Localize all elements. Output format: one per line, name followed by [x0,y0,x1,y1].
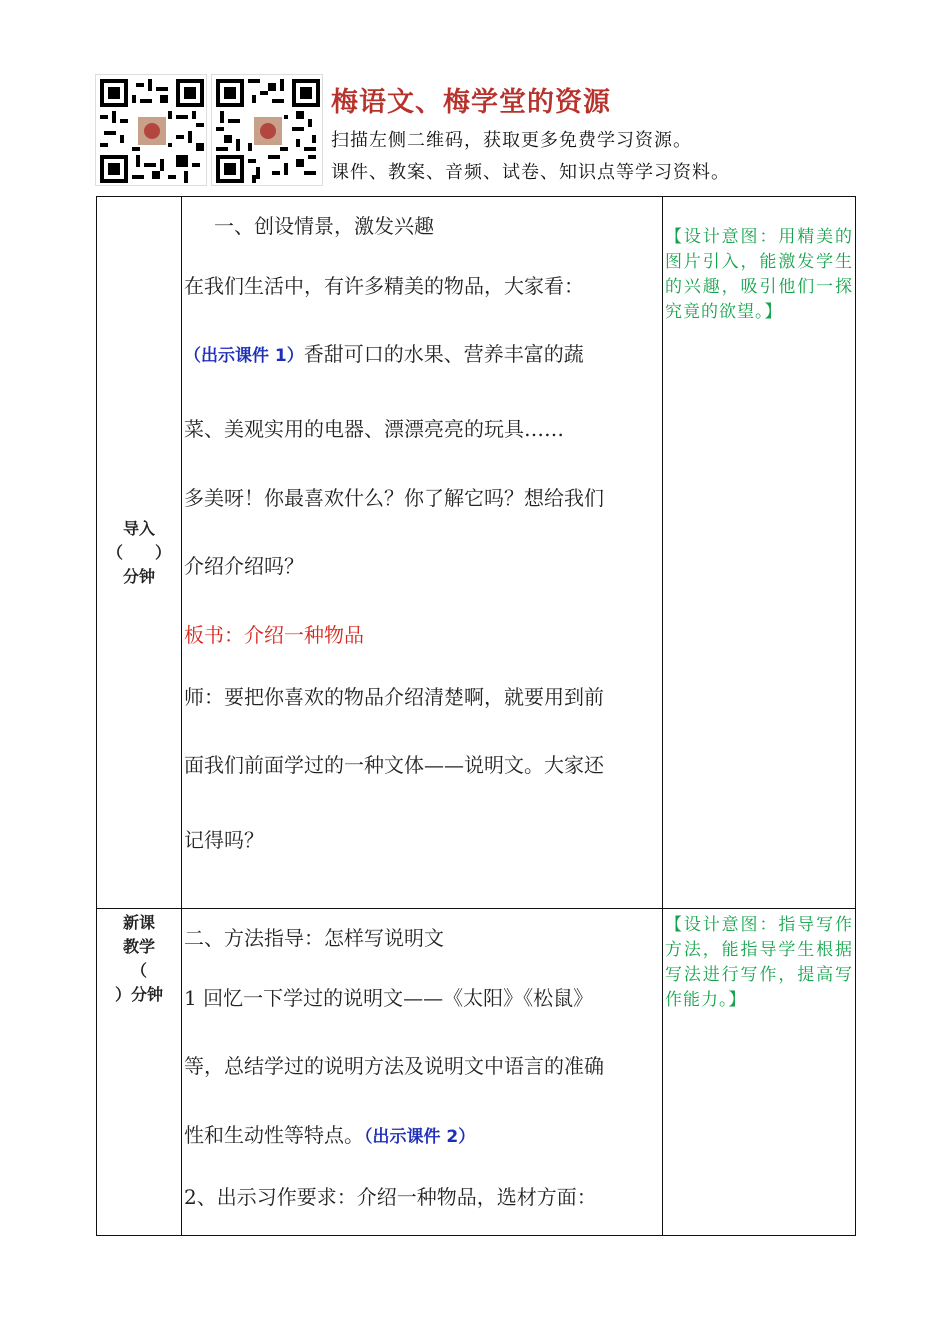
paragraph-line [184,317,660,392]
stage-label: ）分钟 [114,985,163,1004]
section-heading: 一、创设情景，激发兴趣 [214,214,434,238]
paragraph-line: 记得吗？ [184,828,264,852]
qr-code-left[interactable] [95,74,207,186]
brand-tagline-1: 扫描左侧二维码，获取更多免费学习资源。 [331,130,692,151]
design-intent-note: 【设计意图：用精美的图片引入，能激发学生的兴趣，吸引他们一探究竟的欲望。】 [663,197,856,909]
paragraph-line: 在我们生活中，有许多精美的物品，大家看： [184,274,584,298]
courseware-ref: （出示课件 2） [364,1127,476,1147]
stage-cell-new-lesson [97,909,182,1236]
design-intent-note: 【设计意图：指导写作方法，能指导学生根据写法进行写作，提高写作能力。】 [663,909,856,1236]
paragraph-line: 多美呀！你最喜欢什么？你了解它吗？想给我们 [184,486,604,510]
stage-label: 教学 [122,937,155,956]
qr-code-right[interactable] [211,74,323,186]
page-header [95,74,855,190]
section-heading: 二、方法指导：怎样写说明文 [184,926,444,950]
paragraph-line: 介绍介绍吗？ [184,554,304,578]
qr-logo-icon [136,115,168,147]
paragraph-line: 师：要把你喜欢的物品介绍清楚啊，就要用到前 [184,685,604,709]
courseware-ref: （出示课件 1） [184,346,304,366]
table-row [97,197,856,909]
stage-time-blank: （ ） [106,542,171,562]
paragraph-line [184,1104,660,1166]
stage-label: 导入 [122,518,155,538]
paragraph-line: 面我们前面学过的一种文体——说明文。大家还 [184,753,604,777]
table-row [97,909,856,1236]
brand-title: 梅语文、梅学堂的资源 [331,87,611,118]
qr-logo-icon [252,115,284,147]
paragraph-line: 1 回忆一下学过的说明文——《太阳》《松鼠》 [184,986,594,1010]
stage-cell-intro [97,197,182,909]
lesson-plan-table [96,196,856,1236]
paragraph-text: 香甜可口的水果、营养丰富的蔬 [303,342,584,366]
content-cell-new-lesson [182,909,663,1236]
brand-tagline-2: 课件、教案、音频、试卷、知识点等学习资料。 [331,162,730,183]
stage-label: 分钟 [122,566,155,586]
stage-time-blank: （ [130,961,147,980]
board-writing: 板书：介绍一种物品 [184,623,364,647]
paragraph-line: 等，总结学过的说明方法及说明文中语言的准确 [184,1054,604,1078]
paragraph-line: 菜、美观实用的电器、漂漂亮亮的玩具…… [184,417,564,441]
stage-label: 新课 [122,913,155,932]
paragraph-line: 2、出示习作要求：介绍一种物品，选材方面： [184,1185,597,1209]
content-cell-intro [182,197,663,909]
paragraph-text: 性和生动性等特点。 [184,1123,364,1147]
